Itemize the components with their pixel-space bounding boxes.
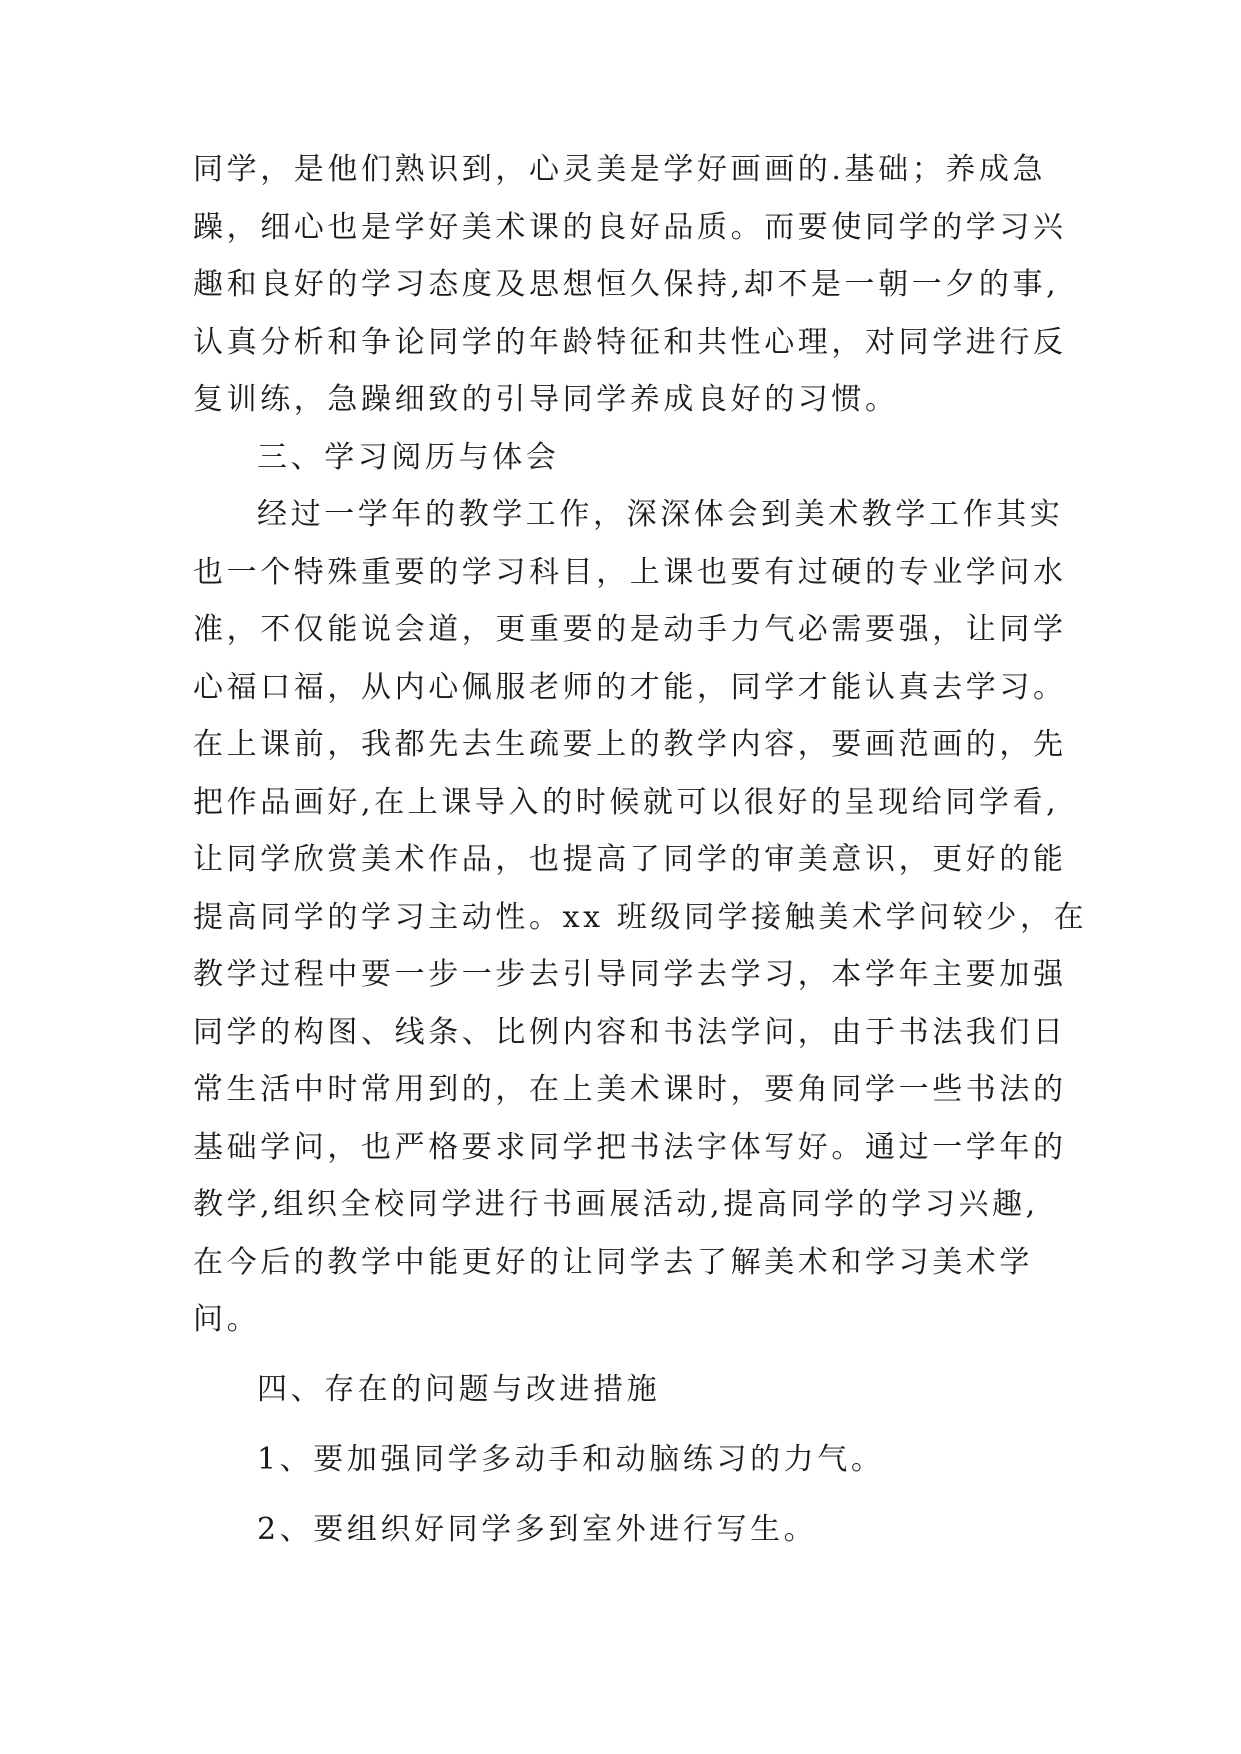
paragraph-line: 教学,组织全校同学进行书画展活动,提高同学的学习兴趣, — [193, 1187, 1039, 1222]
paragraph-line: 复训练，急躁细致的引导同学养成良好的习惯。 — [193, 382, 899, 417]
paragraph-line: 基础学问，也严格要求同学把书法字体写好。通过一学年的 — [193, 1130, 1067, 1165]
section-heading: 四、存在的问题与改进措施 — [257, 1372, 661, 1407]
section-heading: 三、学习阅历与体会 — [257, 440, 560, 475]
paragraph-line: 躁，细心也是学好美术课的良好品质。而要使同学的学习兴 — [193, 210, 1067, 245]
paragraph-line: 也一个特殊重要的学习科目，上课也要有过硬的专业学问水 — [193, 555, 1067, 590]
paragraph-line: 趣和良好的学习态度及思想恒久保持,却不是一朝一夕的事, — [193, 267, 1060, 302]
list-item: 2、要组织好同学多到室外进行写生。 — [257, 1512, 818, 1547]
paragraph-line: 在今后的教学中能更好的让同学去了解美术和学习美术学 — [193, 1245, 1033, 1280]
paragraph-line: 心福口福，从内心佩服老师的才能，同学才能认真去学习。 — [193, 670, 1067, 705]
paragraph-line: 常生活中时常用到的，在上美术课时，要角同学一些书法的 — [193, 1072, 1067, 1107]
paragraph-line: 同学的构图、线条、比例内容和书法学问，由于书法我们日 — [193, 1015, 1067, 1050]
paragraph-line: 在上课前，我都先去生疏要上的教学内容，要画范画的，先 — [193, 727, 1067, 762]
paragraph-line: 让同学欣赏美术作品，也提高了同学的审美意识，更好的能 — [193, 842, 1067, 877]
paragraph-line: 经过一学年的教学工作，深深体会到美术教学工作其实 — [257, 497, 1064, 532]
paragraph-line: 准，不仅能说会道，更重要的是动手力气必需要强，让同学 — [193, 612, 1067, 647]
paragraph-line: 问。 — [193, 1302, 261, 1337]
paragraph-line: 提高同学的学习主动性。xx 班级同学接触美术学问较少，在 — [193, 900, 1088, 935]
paragraph-line: 同学，是他们熟识到，心灵美是学好画画的.基础；养成急 — [193, 152, 1047, 187]
paragraph-line: 教学过程中要一步一步去引导同学去学习，本学年主要加强 — [193, 957, 1067, 992]
list-item: 1、要加强同学多动手和动脑练习的力气。 — [257, 1442, 885, 1477]
paragraph-line: 认真分析和争论同学的年龄特征和共性心理，对同学进行反 — [193, 325, 1067, 360]
paragraph-line: 把作品画好,在上课导入的时候就可以很好的呈现给同学看, — [193, 785, 1060, 820]
